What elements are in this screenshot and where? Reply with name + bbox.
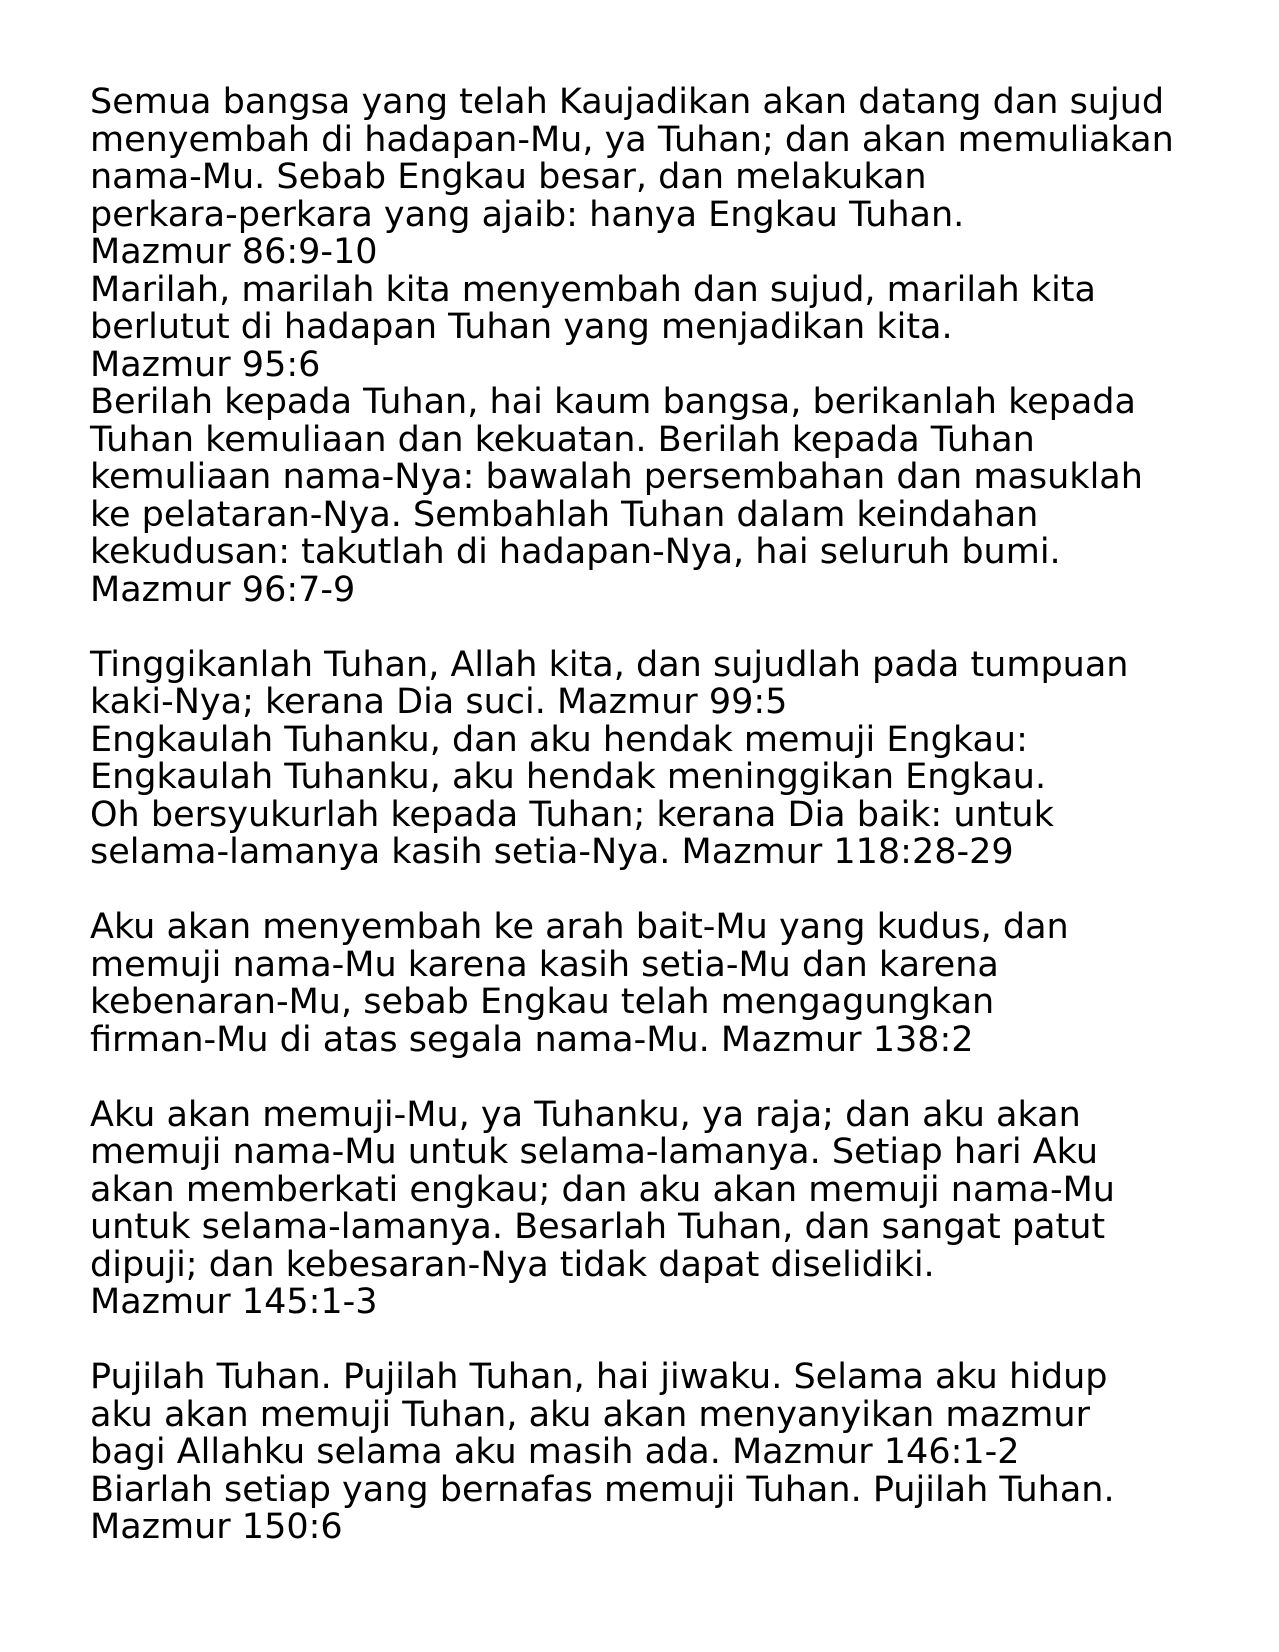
text-line: nama-Mu. Sebab Engkau besar, dan melakukan xyxy=(90,157,927,197)
text-line: Biarlah setiap yang bernafas memuji Tuhan. Pujilah Tuhan. xyxy=(90,1469,1115,1510)
text-line: kaki-Nya; kerana Dia suci. Mazmur 99:5 xyxy=(90,682,788,722)
paragraph-3 xyxy=(90,909,1230,1059)
text-line: kebenaran-Mu, sebab Engkau telah mengagungkan xyxy=(90,982,995,1022)
text-line: Oh bersyukurlah kepada Tuhan; kerana Dia baik: untuk xyxy=(90,794,1054,835)
text-line: dipuji; dan kebesaran-Nya tidak dapat diselidiki. xyxy=(90,1244,935,1285)
text-line: aku akan memuji Tuhan, aku akan menyanyikan mazmur xyxy=(90,1394,1090,1435)
text-line: Marilah, marilah kita menyembah dan sujud, marilah kita xyxy=(90,269,1096,310)
text-line: Engkaulah Tuhanku, aku hendak meninggikan Engkau. xyxy=(90,757,1047,797)
text-line: menyembah di hadapan-Mu, ya Tuhan; dan akan memuliakan xyxy=(90,119,1174,160)
text-line: Engkaulah Tuhanku, dan aku hendak memuji Engkau: xyxy=(90,719,1028,760)
verse-reference: Mazmur 145:1-3 xyxy=(90,1282,378,1322)
text-line: Pujilah Tuhan. Pujilah Tuhan, hai jiwaku. Selama aku hidup xyxy=(90,1357,1108,1397)
paragraph-spacer xyxy=(90,1322,1230,1360)
verse-reference: Mazmur 86:9-10 xyxy=(90,232,378,272)
verse-reference: Mazmur 95:6 xyxy=(90,344,321,385)
text-line: selama-lamanya kasih setia-Nya. Mazmur 118:28-29 xyxy=(90,832,1014,872)
document-page xyxy=(90,84,1230,1547)
verse-reference: Mazmur 96:7-9 xyxy=(90,569,356,610)
paragraph-2 xyxy=(90,644,1230,872)
text-line: firman-Mu di atas segala nama-Mu. Mazmur 138:2 xyxy=(90,1019,974,1060)
paragraph-5 xyxy=(90,1359,1230,1547)
paragraph-spacer xyxy=(90,609,1230,647)
verse-reference: Mazmur 150:6 xyxy=(90,1507,343,1547)
text-line: Semua bangsa yang telah Kaujadikan akan datang dan sujud xyxy=(90,82,1165,122)
paragraph-spacer xyxy=(90,1059,1230,1097)
paragraph-1 xyxy=(90,84,1230,609)
text-line: akan memberkati engkau; dan aku akan memuji nama-Mu xyxy=(90,1169,1115,1210)
text-line: Tinggikanlah Tuhan, Allah kita, dan sujudlah pada tumpuan xyxy=(90,644,1129,685)
text-line: ke pelataran-Nya. Sembahlah Tuhan dalam keindahan xyxy=(90,494,1039,535)
text-line: untuk selama-lamanya. Besarlah Tuhan, dan sangat patut xyxy=(90,1207,1106,1247)
text-line: memuji nama-Mu karena kasih setia-Mu dan karena xyxy=(90,944,999,985)
text-line: berlutut di hadapan Tuhan yang menjadikan kita. xyxy=(90,307,953,347)
paragraph-spacer xyxy=(90,872,1230,910)
text-line: kemuliaan nama-Nya: bawalah persembahan dan masuklah xyxy=(90,457,1143,497)
text-line: perkara-perkara yang ajaib: hanya Engkau Tuhan. xyxy=(90,194,965,235)
text-line: Berilah kepada Tuhan, hai kaum bangsa, berikanlah kepada xyxy=(90,382,1136,422)
paragraph-4 xyxy=(90,1094,1230,1322)
text-line: Aku akan menyembah ke arah bait-Mu yang kudus, dan xyxy=(90,907,1069,947)
text-line: Tuhan kemuliaan dan kekuatan. Berilah kepada Tuhan xyxy=(90,419,1035,460)
text-line: memuji nama-Mu untuk selama-lamanya. Setiap hari Aku xyxy=(90,1132,1099,1172)
text-line: kekudusan: takutlah di hadapan-Nya, hai seluruh bumi. xyxy=(90,532,1061,572)
text-line: Aku akan memuji-Mu, ya Tuhanku, ya raja; dan aku akan xyxy=(90,1094,1081,1135)
text-line: bagi Allahku selama aku masih ada. Mazmur 146:1-2 xyxy=(90,1432,1020,1472)
